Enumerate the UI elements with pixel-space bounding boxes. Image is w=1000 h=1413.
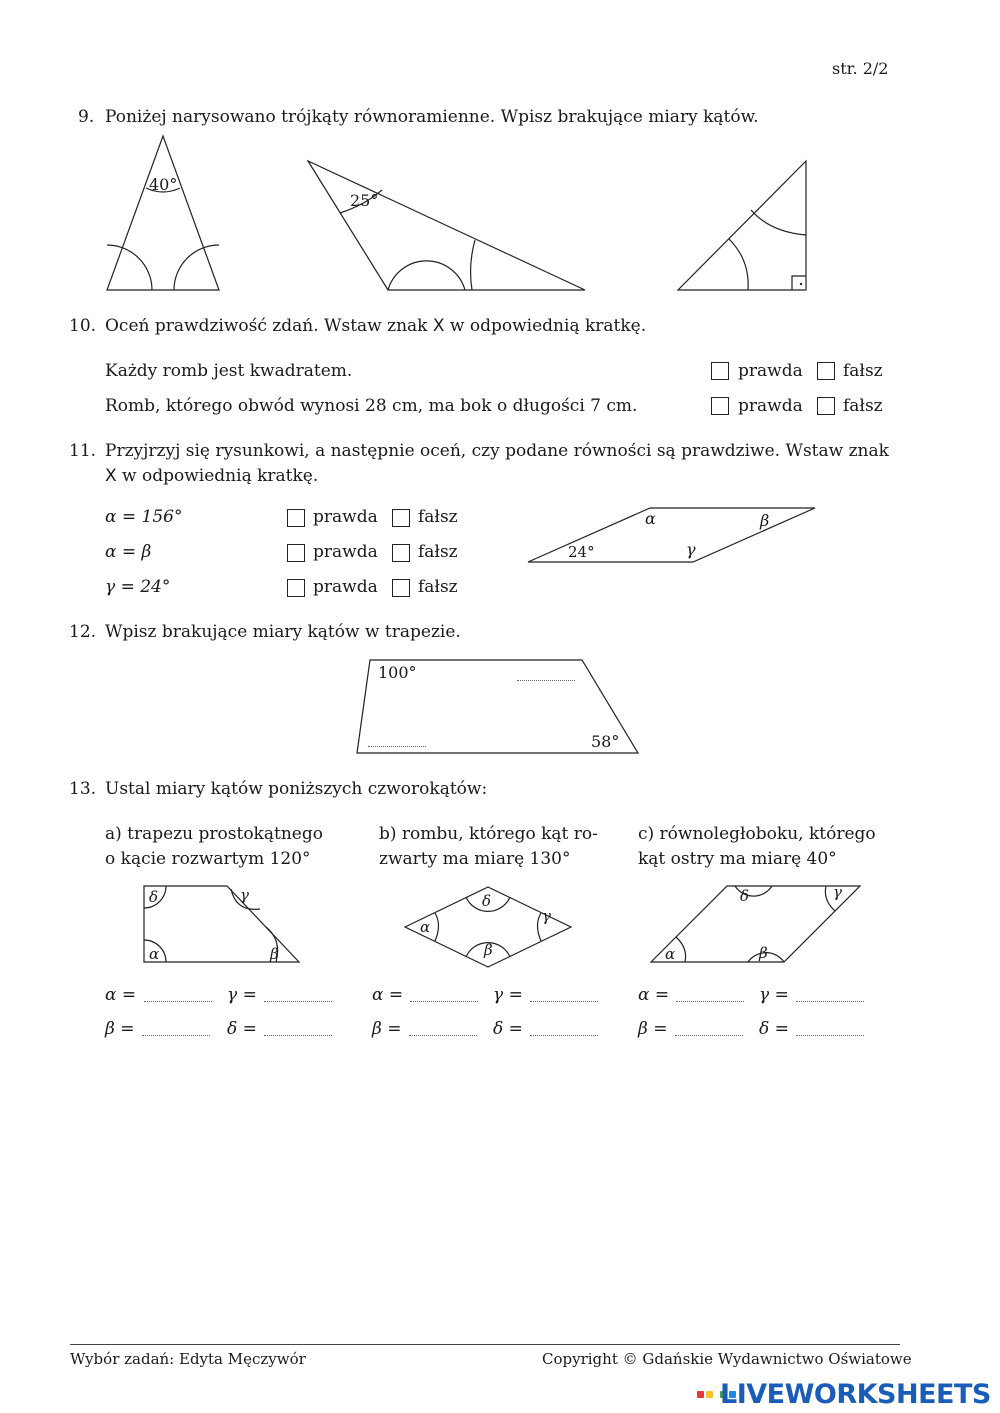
q11-fig-alpha: α — [645, 509, 656, 528]
q13b-beta-answer-label: β = — [372, 1019, 402, 1039]
q13b-gamma-answer-label: γ = — [493, 985, 523, 1005]
q13a-alpha-answer-label: α = — [105, 985, 137, 1005]
q9-angle-25: 25° — [350, 191, 379, 210]
q13b-delta-answer-label: δ = — [493, 1019, 523, 1039]
q11-e2-false-label: fałsz — [418, 542, 458, 562]
q9-text: Poniżej narysowano trójkąty równoramienne. Wpisz brakujące miary kątów. — [105, 107, 759, 127]
q13a-beta-answer[interactable] — [142, 1035, 210, 1036]
q12-number: 12. — [69, 622, 97, 642]
q13b-alpha-label: α — [420, 918, 431, 936]
q13b-delta-label: δ — [482, 892, 492, 910]
q13a-alpha-label: α — [149, 945, 160, 963]
q13b-line1: b) rombu, którego kąt ro- — [379, 824, 598, 844]
footer-divider — [70, 1344, 900, 1345]
q13b-alpha-answer[interactable] — [410, 1001, 478, 1002]
q13b-alpha-answer-label: α = — [372, 985, 404, 1005]
q11-line1: Przyjrzyj się rysunkowi, a następnie oceń, czy podane równości są prawdziwe. Wstaw znak — [105, 441, 889, 461]
brand-logo[interactable] — [696, 1378, 991, 1410]
q13a-gamma-label: γ — [240, 886, 249, 904]
q11-fig-beta: β — [760, 511, 770, 530]
q13c-alpha-label: α — [665, 945, 676, 963]
q13a-delta-answer-label: δ = — [227, 1019, 257, 1039]
q13b-gamma-answer[interactable] — [530, 1001, 598, 1002]
q13b-beta-answer[interactable] — [409, 1035, 477, 1036]
q11-equality-2: α = β — [105, 542, 152, 562]
brand-name: LIVEWORKSHEETS — [720, 1378, 991, 1410]
q11-number: 11. — [69, 441, 97, 461]
q10-s2-false-label: fałsz — [843, 396, 883, 416]
q13b-gamma-label: γ — [542, 907, 551, 925]
q13b-delta-answer[interactable] — [530, 1035, 598, 1036]
q11-fig-gamma: γ — [686, 540, 696, 559]
q13c-gamma-label: γ — [833, 883, 842, 901]
q10-text-before: Oceń prawdziwość zdań. Wstaw znak — [105, 316, 433, 336]
q11-e2-true-label: prawda — [313, 542, 378, 562]
q13a-delta-answer[interactable] — [264, 1035, 332, 1036]
q13a-beta-label: β — [270, 945, 279, 963]
q13c-alpha-answer-label: α = — [638, 985, 670, 1005]
footer-right: Copyright © Gdańskie Wydawnictwo Oświatowe — [542, 1350, 912, 1368]
q13c-beta-label: β — [759, 944, 768, 962]
q13c-delta-answer-label: δ = — [759, 1019, 789, 1039]
footer-left: Wybór zadań: Edyta Męczywór — [70, 1350, 306, 1368]
q10-s1-true-label: prawda — [738, 361, 803, 381]
q13a-gamma-answer-label: γ = — [227, 985, 257, 1005]
q12-angle-58: 58° — [591, 732, 620, 751]
q11-equality-3: γ = 24° — [105, 577, 171, 597]
q11-line2-after: w odpowiednią kratkę. — [116, 466, 319, 486]
q11-equality-1: α = 156° — [105, 507, 183, 527]
q13a-alpha-answer[interactable] — [144, 1001, 212, 1002]
q13c-delta-label: δ — [740, 887, 750, 905]
q13c-gamma-answer-label: γ = — [759, 985, 789, 1005]
q10-statement-2: Romb, którego obwód wynosi 28 cm, ma bok o długości 7 cm. — [105, 396, 638, 416]
q13c-beta-answer-label: β = — [638, 1019, 668, 1039]
q10-statement-1: Każdy romb jest kwadratem. — [105, 361, 353, 381]
q10-s1-false-label: fałsz — [843, 361, 883, 381]
q10-mark: X — [432, 316, 445, 336]
q13a-gamma-answer[interactable] — [264, 1001, 332, 1002]
q12-angle-100: 100° — [378, 663, 417, 682]
q13a-line1: a) trapezu prostokątnego — [105, 824, 323, 844]
q12-text: Wpisz brakujące miary kątów w trapezie. — [105, 622, 461, 642]
q9-angle-40: 40° — [149, 175, 178, 194]
q11-e1-false-label: fałsz — [418, 507, 458, 527]
q9-number: 9. — [78, 107, 95, 127]
q11-e3-true-label: prawda — [313, 577, 378, 597]
q13c-beta-answer[interactable] — [675, 1035, 743, 1036]
q10-text-after: w odpowiednią kratkę. — [444, 316, 647, 336]
q11-e3-false-label: fałsz — [418, 577, 458, 597]
q13-number: 13. — [69, 779, 97, 799]
q13a-delta-label: δ — [149, 888, 159, 906]
q13a-beta-answer-label: β = — [105, 1019, 135, 1039]
q11-e1-true-label: prawda — [313, 507, 378, 527]
q13c-line1: c) równoległoboku, którego — [638, 824, 876, 844]
q13c-delta-answer[interactable] — [796, 1035, 864, 1036]
q10-s2-true-label: prawda — [738, 396, 803, 416]
q13a-line2: o kącie rozwartym 120° — [105, 849, 311, 869]
q11-mark: X — [105, 466, 117, 486]
q13c-alpha-answer[interactable] — [676, 1001, 744, 1002]
q13b-beta-label: β — [484, 941, 493, 959]
q13-text: Ustal miary kątów poniższych czworokątów: — [105, 779, 488, 799]
q13c-parallelogram — [651, 886, 860, 962]
brand-logo-icon — [696, 1390, 718, 1399]
q13c-gamma-answer[interactable] — [796, 1001, 864, 1002]
q13b-line2: zwarty ma miarę 130° — [379, 849, 571, 869]
page-number: str. 2/2 — [832, 59, 889, 78]
q11-fig-angle: 24° — [568, 543, 595, 561]
q10-number: 10. — [69, 316, 97, 336]
q13c-line2: kąt ostry ma miarę 40° — [638, 849, 837, 869]
